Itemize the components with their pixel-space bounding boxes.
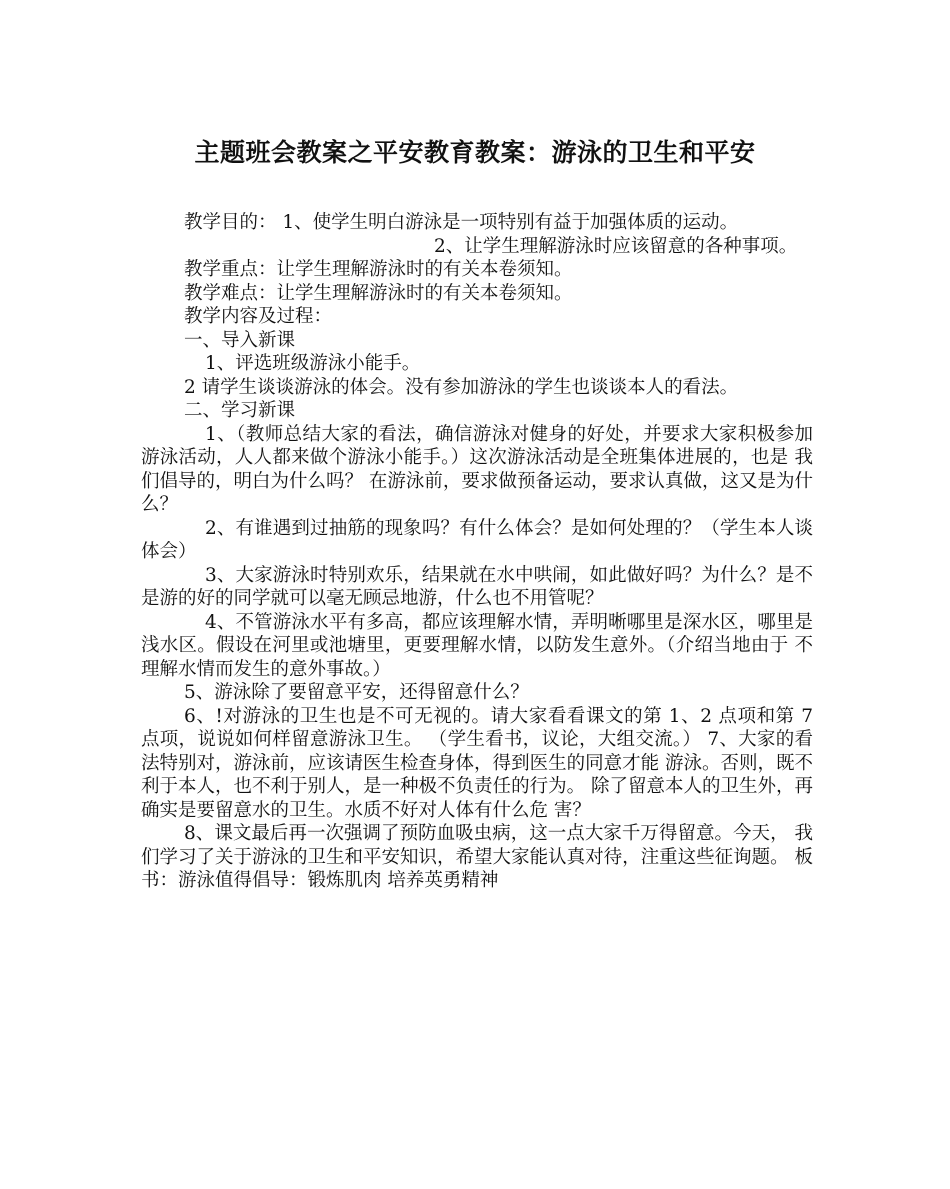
paragraph-lesson-5: 5、游泳除了要留意平安，还得留意什么？ [184,682,529,703]
paragraph-item-1: 1、评选班级游泳小能手。 [205,353,421,374]
document-body [141,211,813,893]
paragraph-key-point: 教学重点：让学生理解游泳时的有关本卷须知。 [184,259,573,280]
paragraph-lesson-2: 2、有谁遇到过抽筋的现象吗？有什么体会？是如何处理的？（学生本人谈 体会） [141,517,813,562]
paragraph-lesson-4: 4、不管游泳水平有多高，都应该理解水情，弄明晰哪里是深水区，哪里是 浅水区。假设在河里或池塘里，更要理解水情，以防发生意外。（介绍当地由于 不理解水情而发生的意外事故。） [141,611,813,680]
section-heading-intro: 一、导入新课 [184,329,296,351]
paragraph-difficulty: 教学难点：让学生理解游泳时的有关本卷须知。 [184,282,573,304]
paragraph-teaching-goal-2: 2、让学生理解游泳时应该留意的各种事项。 [434,235,798,257]
paragraph-item-2: 2 请学生谈谈游泳的体会。没有参加游泳的学生也谈谈本人的看法。 [184,376,739,398]
paragraph-content-process: 教学内容及过程： [184,306,333,327]
paragraph-teaching-goal-1: 教学目的： 1、使学生明白游泳是一项特别有益于加强体质的运动。 [184,212,739,233]
document-title: 主题班会教案之平安教育教案：游泳的卫生和平安 [194,138,756,167]
paragraph-lesson-1: 1、（教师总结大家的看法，确信游泳对健身的好处，并要求大家积极参加 游泳活动，人人都来做个游泳小能手。）这次游泳活动是全班集体进展的，也是 我们倡导的，明白为什么吗？ 在游泳前，要求做预备运动，要求认真做，这又是为什么？ [141,423,813,515]
section-heading-new-lesson: 二、学习新课 [184,400,296,421]
paragraph-lesson-8: 8、课文最后再一次强调了预防血吸虫病，这一点大家千万得留意。今天， 我们学习了关于游泳的卫生和平安知识，希望大家能认真对待，注重这些征询题。 板书：游泳值得倡导：锻炼肌肉 培养英勇精神 [141,823,813,891]
paragraph-lesson-6-7: 6、!对游泳的卫生也是不可无视的。请大家看看课文的第 1、2 点项和第 7 点项，说说如何样留意游泳卫生。 （学生看书，议论，大组交流。） 7、大家的看法特别对，游泳前，应该请医生检查身体，得到医生的同意才能 游泳。否则，既不利于本人，也不利于别人，是一种极不负责任的行为。 除了留意本人的卫生外，再确实是要留意水的卫生。水质不好对人体有什么危 害？ [141,705,813,821]
paragraph-lesson-3: 3、大家游泳时特别欢乐，结果就在水中哄闹，如此做好吗？为什么？是不 是游的好的同学就可以毫无顾忌地游，什么也不用管呢？ [141,564,813,609]
